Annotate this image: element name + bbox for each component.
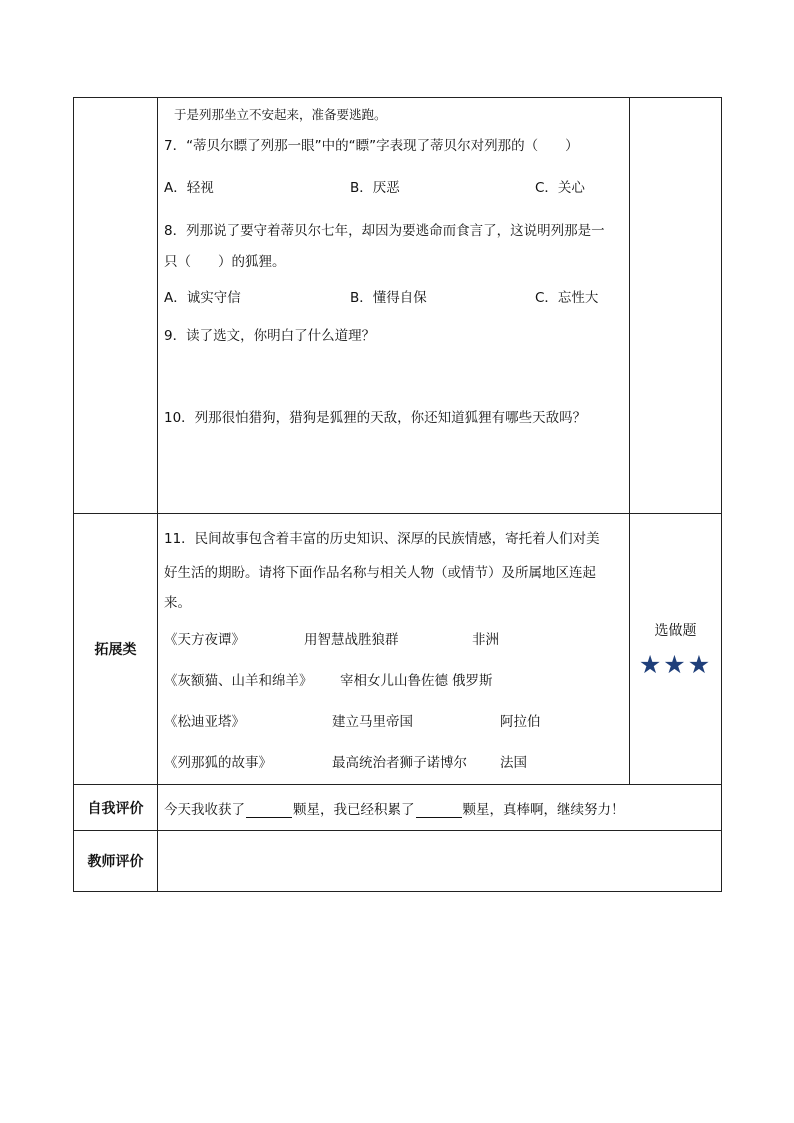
match-work: 《灰额猫、山羊和绵羊》 bbox=[164, 673, 313, 689]
teacher-eval-content[interactable] bbox=[158, 831, 722, 892]
extension-content-cell bbox=[158, 514, 630, 785]
reading-row bbox=[74, 98, 722, 514]
q7-option-b: B．厌恶 bbox=[350, 180, 400, 196]
star-rating-icon: ★★★ bbox=[638, 649, 713, 679]
teacher-eval-label: 教师评价 bbox=[74, 831, 158, 892]
reading-content-cell bbox=[158, 98, 630, 514]
stars-total-blank[interactable] bbox=[416, 803, 462, 818]
reading-side-cell bbox=[630, 98, 722, 514]
match-plot: 宰相女儿山鲁佐德 bbox=[340, 673, 448, 689]
match-region: 俄罗斯 bbox=[452, 673, 493, 689]
self-eval-label: 自我评价 bbox=[74, 785, 158, 831]
match-region: 非洲 bbox=[472, 632, 499, 648]
question-11-line1: 11．民间故事包含着丰富的历史知识、深厚的民族情感，寄托着人们对美 bbox=[164, 531, 600, 547]
q7-option-c: C．关心 bbox=[535, 180, 585, 196]
question-11-line3: 来。 bbox=[164, 595, 191, 611]
match-plot: 用智慧战胜狼群 bbox=[304, 632, 399, 648]
match-region: 阿拉伯 bbox=[500, 714, 541, 730]
question-7: 7．“蒂贝尔瞟了列那一眼”中的“瞟”字表现了蒂贝尔对列那的（ ） bbox=[164, 138, 579, 154]
question-10: 10．列那很怕猎狗，猎狗是狐狸的天敌，你还知道狐狸有哪些天敌吗？ bbox=[164, 410, 587, 426]
match-work: 《松迪亚塔》 bbox=[164, 714, 245, 730]
match-work: 《列那狐的故事》 bbox=[164, 755, 272, 771]
stars-earned-blank[interactable] bbox=[246, 803, 292, 818]
match-plot: 建立马里帝国 bbox=[332, 714, 413, 730]
optional-cell bbox=[630, 514, 722, 785]
question-7-options bbox=[164, 171, 623, 209]
match-row bbox=[164, 743, 623, 784]
match-row bbox=[164, 702, 623, 743]
question-8-options bbox=[164, 281, 623, 319]
self-eval-text-c: 颗星，真棒啊，继续努力！ bbox=[462, 801, 625, 818]
self-eval-content bbox=[158, 785, 722, 831]
extension-label: 拓展类 bbox=[74, 514, 158, 785]
match-region: 法国 bbox=[500, 755, 527, 771]
optional-label: 选做题 bbox=[654, 622, 697, 639]
handwritten-line: 于是列那坐立不安起来，准备要逃跑。 bbox=[174, 107, 387, 122]
self-eval-text-a: 今天我收获了 bbox=[164, 801, 245, 818]
question-8-line2: 只（ ）的狐狸。 bbox=[164, 254, 286, 270]
match-row bbox=[164, 620, 623, 661]
question-11-line2: 好生活的期盼。请将下面作品名称与相关人物（或情节）及所属地区连起 bbox=[164, 565, 596, 581]
self-eval-text-b: 颗星，我已经积累了 bbox=[293, 801, 415, 818]
reading-label-cell bbox=[74, 98, 158, 514]
match-work: 《天方夜谭》 bbox=[164, 632, 245, 648]
question-9: 9．读了选文，你明白了什么道理？ bbox=[164, 328, 376, 344]
teacher-eval-row bbox=[74, 831, 722, 892]
extension-row bbox=[74, 514, 722, 785]
match-row bbox=[164, 661, 623, 702]
worksheet-table bbox=[73, 97, 722, 892]
self-eval-row bbox=[74, 785, 722, 831]
q8-option-c: C．忘性大 bbox=[535, 290, 599, 306]
q7-option-a: A．轻视 bbox=[164, 180, 214, 196]
question-8-line1: 8．列那说了要守着蒂贝尔七年，却因为要逃命而食言了，这说明列那是一 bbox=[164, 223, 605, 239]
match-plot: 最高统治者狮子诺博尔 bbox=[332, 755, 467, 771]
q8-option-b: B．懂得自保 bbox=[350, 290, 427, 306]
q8-option-a: A．诚实守信 bbox=[164, 290, 241, 306]
